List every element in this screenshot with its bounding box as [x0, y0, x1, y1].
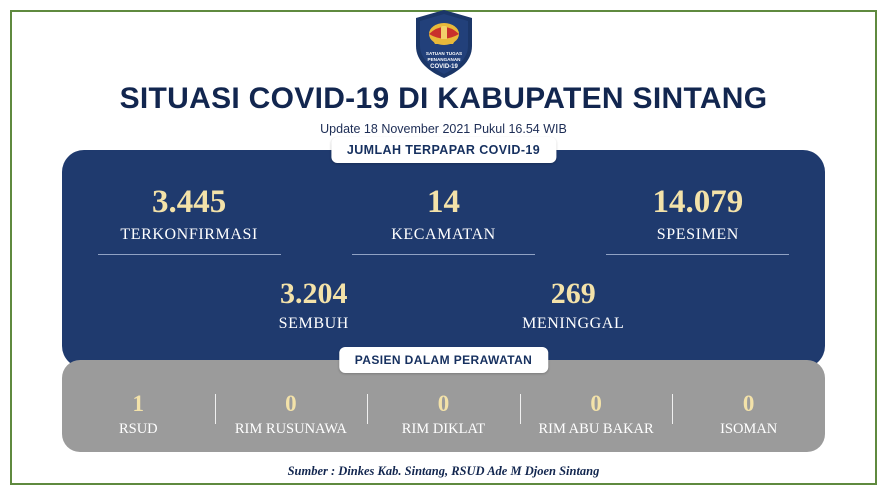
care-item-rsud-label: RSUD [118, 420, 158, 437]
stat-sembuh-value: 3.204 [280, 276, 348, 310]
care-panel [62, 353, 825, 452]
stat-divider [352, 254, 535, 255]
stat-spesimen [571, 184, 825, 255]
care-item-rim-diklat-value: 0 [437, 391, 450, 417]
stat-kecamatan-label: KECAMATAN [391, 225, 496, 243]
care-item-rim-rusunawa-value: 0 [285, 391, 297, 417]
stat-divider [606, 254, 789, 255]
care-item-rim-diklat-label: RIM DIKLAT [401, 420, 486, 437]
source-note: Sumber : Dinkes Kab. Sintang, RSUD Ade M Djoen Sintang [287, 464, 600, 478]
care-item-rim-abu-bakar-value: 0 [590, 391, 602, 417]
svg-text:PENANGANAN: PENANGANAN [427, 57, 460, 62]
page-title: SITUASI COVID-19 DI KABUPATEN SINTANG [119, 82, 768, 115]
stat-sembuh-label: SEMBUH [278, 315, 349, 333]
care-item-rsud [62, 374, 215, 438]
stat-kecamatan-value: 14 [426, 184, 460, 220]
care-item-isoman-label: ISOMAN [720, 420, 778, 437]
update-timestamp: Update 18 November 2021 Pukul 16.54 WIB [320, 122, 567, 136]
stat-spesimen-label: SPESIMEN [656, 225, 739, 243]
stat-meninggal-value: 269 [550, 276, 596, 310]
care-item-isoman [672, 374, 825, 438]
satgas-covid-19-logo [412, 8, 476, 80]
stat-kecamatan [316, 184, 570, 255]
care-item-rim-abu-bakar-label: RIM ABU BAKAR [538, 420, 654, 437]
exposed-panel [62, 143, 825, 368]
stat-terkonfirmasi-label: TERKONFIRMASI [120, 225, 258, 243]
exposed-bottom-row [62, 255, 825, 334]
care-item-rim-diklat [367, 374, 520, 438]
logo-container [26, 0, 861, 80]
svg-text:COVID-19: COVID-19 [429, 64, 458, 70]
care-item-rim-rusunawa [215, 374, 368, 438]
stat-terkonfirmasi-value: 3.445 [152, 184, 227, 220]
stat-spesimen-value: 14.079 [652, 184, 744, 220]
svg-text:SATUAN TUGAS: SATUAN TUGAS [425, 51, 462, 56]
stat-sembuh [184, 277, 443, 334]
care-item-isoman-value: 0 [742, 391, 755, 417]
exposed-panel-badge: JUMLAH TERPAPAR COVID-19 [331, 137, 556, 163]
stat-meninggal-label: MENINGGAL [522, 315, 625, 333]
care-item-rim-abu-bakar [520, 374, 673, 438]
stat-meninggal [444, 277, 703, 334]
stat-divider [98, 254, 281, 255]
exposed-top-row [62, 150, 825, 255]
care-panel-badge: PASIEN DALAM PERAWATAN [339, 347, 548, 373]
care-item-rsud-value: 1 [132, 391, 145, 417]
care-item-rim-rusunawa-label: RIM RUSUNAWA [234, 420, 347, 437]
stat-terkonfirmasi [62, 184, 316, 255]
